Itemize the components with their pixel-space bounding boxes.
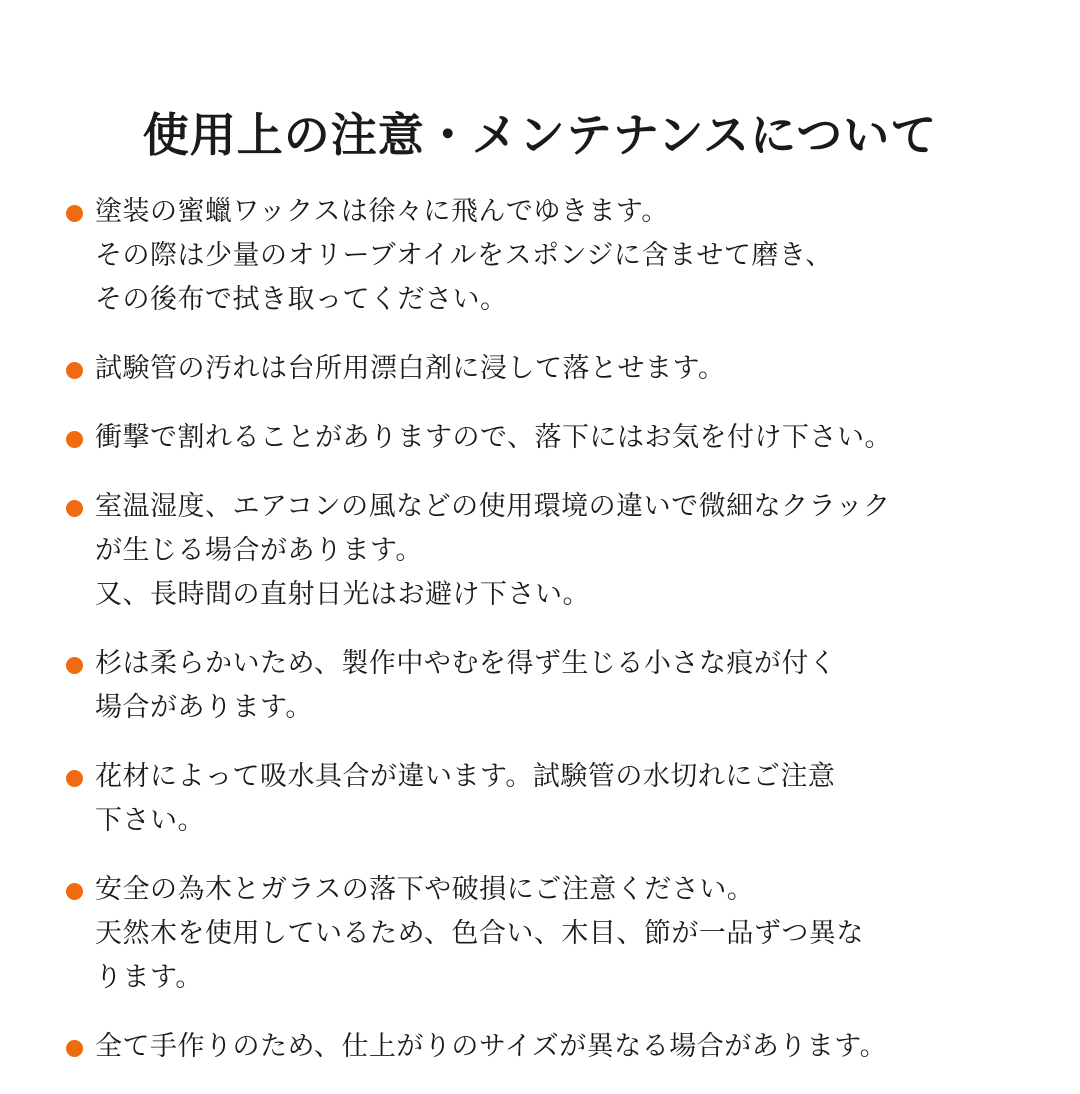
orange-dot-icon	[66, 883, 83, 900]
note-text	[95, 868, 864, 1000]
note-text	[95, 1025, 887, 1069]
note-line: 衝撃で割れることがありますので、落下にはお気を付け下さい。	[95, 422, 892, 453]
note-line: 全て手作りのため、仕上がりのサイズが異なる場合があります。	[95, 1031, 888, 1062]
note-line: 杉は柔らかいため、製作中やむを得ず生じる小さな痕が付く	[95, 648, 837, 679]
note-line: 安全の為木とガラスの落下や破損にご注意ください。	[95, 874, 755, 905]
note-line: 試験管の汚れは台所用漂白剤に浸して落とせます。	[95, 353, 726, 384]
note-item	[66, 868, 1046, 1000]
note-line: 場合があります。	[95, 692, 313, 723]
note-item	[66, 642, 1046, 730]
note-line: が生じる場合があります。	[95, 535, 423, 566]
orange-dot-icon	[66, 1040, 83, 1057]
note-line: 天然木を使用しているため、色合い、木目、節が一品ずつ異な	[95, 918, 864, 949]
notes-list	[66, 190, 1046, 1094]
note-line: 下さい。	[95, 805, 205, 836]
note-line: 又、長時間の直射日光はお避け下さい。	[95, 579, 590, 610]
note-item	[66, 485, 1046, 617]
note-item	[66, 347, 1046, 391]
orange-dot-icon	[66, 657, 83, 674]
note-line: 花材によって吸水具合が違います。試験管の水切れにご注意	[95, 761, 836, 792]
note-line: その後布で拭き取ってください。	[95, 284, 508, 315]
orange-dot-icon	[66, 205, 83, 222]
note-text	[95, 755, 835, 843]
note-text	[95, 190, 833, 322]
note-text	[95, 347, 725, 391]
orange-dot-icon	[66, 431, 83, 448]
page-title: 使用上の注意・メンテナンスについて	[142, 107, 938, 162]
note-text	[95, 416, 892, 460]
orange-dot-icon	[66, 770, 83, 787]
note-item	[66, 190, 1046, 322]
note-line: 室温湿度、エアコンの風などの使用環境の違いで微細なクラック	[95, 491, 891, 522]
note-item	[66, 1025, 1046, 1069]
orange-dot-icon	[66, 500, 83, 517]
note-text	[95, 485, 891, 617]
note-item	[66, 416, 1046, 460]
note-text	[95, 642, 836, 730]
note-line: 塗装の蜜蠟ワックスは徐々に飛んでゆきます。	[95, 196, 669, 227]
note-item	[66, 755, 1046, 843]
note-line: その際は少量のオリーブオイルをスポンジに含ませて磨き、	[95, 240, 833, 271]
orange-dot-icon	[66, 362, 83, 379]
note-line: ります。	[95, 962, 203, 993]
